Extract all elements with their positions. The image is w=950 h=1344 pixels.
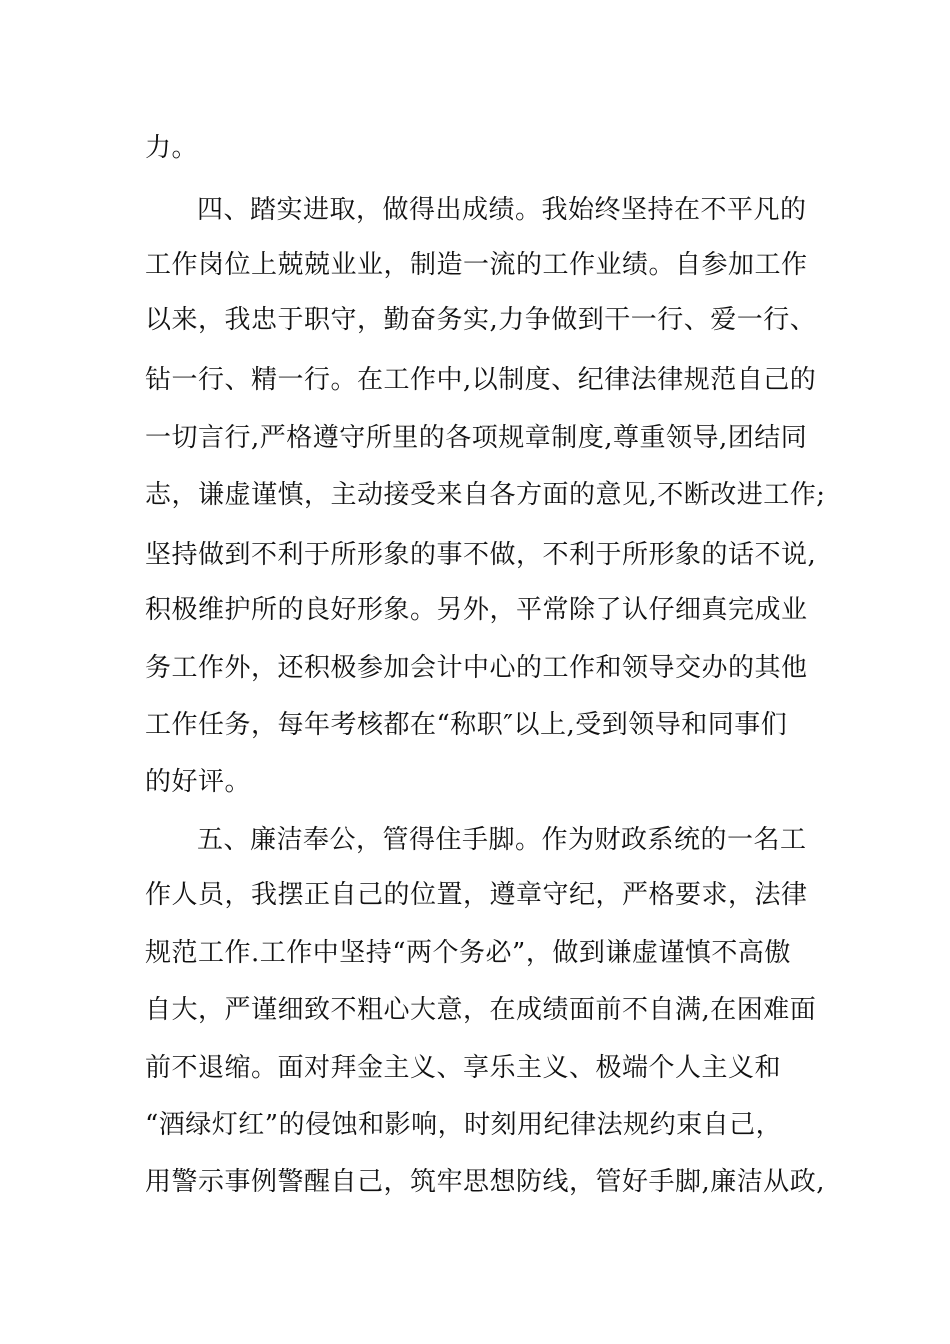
text-line: 自大，严谨细致不粗心大意，在成绩面前不自满,在困难面 (145, 995, 817, 1025)
paragraph-heading-5: 五、廉洁奉公，管得住手脚。作为财政系统的一名工 (197, 825, 807, 855)
text-line: 规范工作.工作中坚持“两个务必”，做到谦虚谨慎不高傲 (145, 938, 791, 968)
text-line: 一切言行,严格遵守所里的各项规章制度,尊重领导,团结同 (145, 423, 808, 453)
text-line: 钻一行、精一行。在工作中,以制度、纪律法律规范自己的 (145, 365, 817, 395)
text-line: “酒绿灯红”的侵蚀和影响，时刻用纪律法规约束自己， (145, 1110, 783, 1140)
text-line: 工作岗位上兢兢业业，制造一流的工作业绩。自参加工作 (145, 250, 808, 280)
text-line: 坚持做到不利于所形象的事不做，不利于所形象的话不说, (145, 540, 817, 570)
text-line: 用警示事例警醒自己，筑牢思想防线，管好手脚,廉洁从政, (145, 1167, 826, 1197)
text-line: 的好评。 (145, 767, 252, 797)
paragraph-heading-4: 四、踏实进取，做得出成绩。我始终坚持在不平凡的 (197, 195, 807, 225)
text-line: 作人员，我摆正自己的位置，遵章守纪，严格要求，法律 (145, 880, 808, 910)
text-line: 志，谦虚谨慎，主动接受来自各方面的意见,不断改进工作; (145, 480, 826, 510)
text-line: 工作任务，每年考核都在“称职″以上,受到领导和同事们 (145, 710, 788, 740)
text-line: 力。 (145, 133, 199, 163)
text-line: 务工作外，还积极参加会计中心的工作和领导交办的其他 (145, 653, 808, 683)
text-line: 前不退缩。面对拜金主义、享乐主义、极端个人主义和 (145, 1053, 782, 1083)
text-line: 积极维护所的良好形象。另外，平常除了认仔细真完成业 (145, 595, 808, 625)
text-line: 以来，我忠于职守，勤奋务实,力争做到干一行、爱一行、 (145, 305, 817, 335)
